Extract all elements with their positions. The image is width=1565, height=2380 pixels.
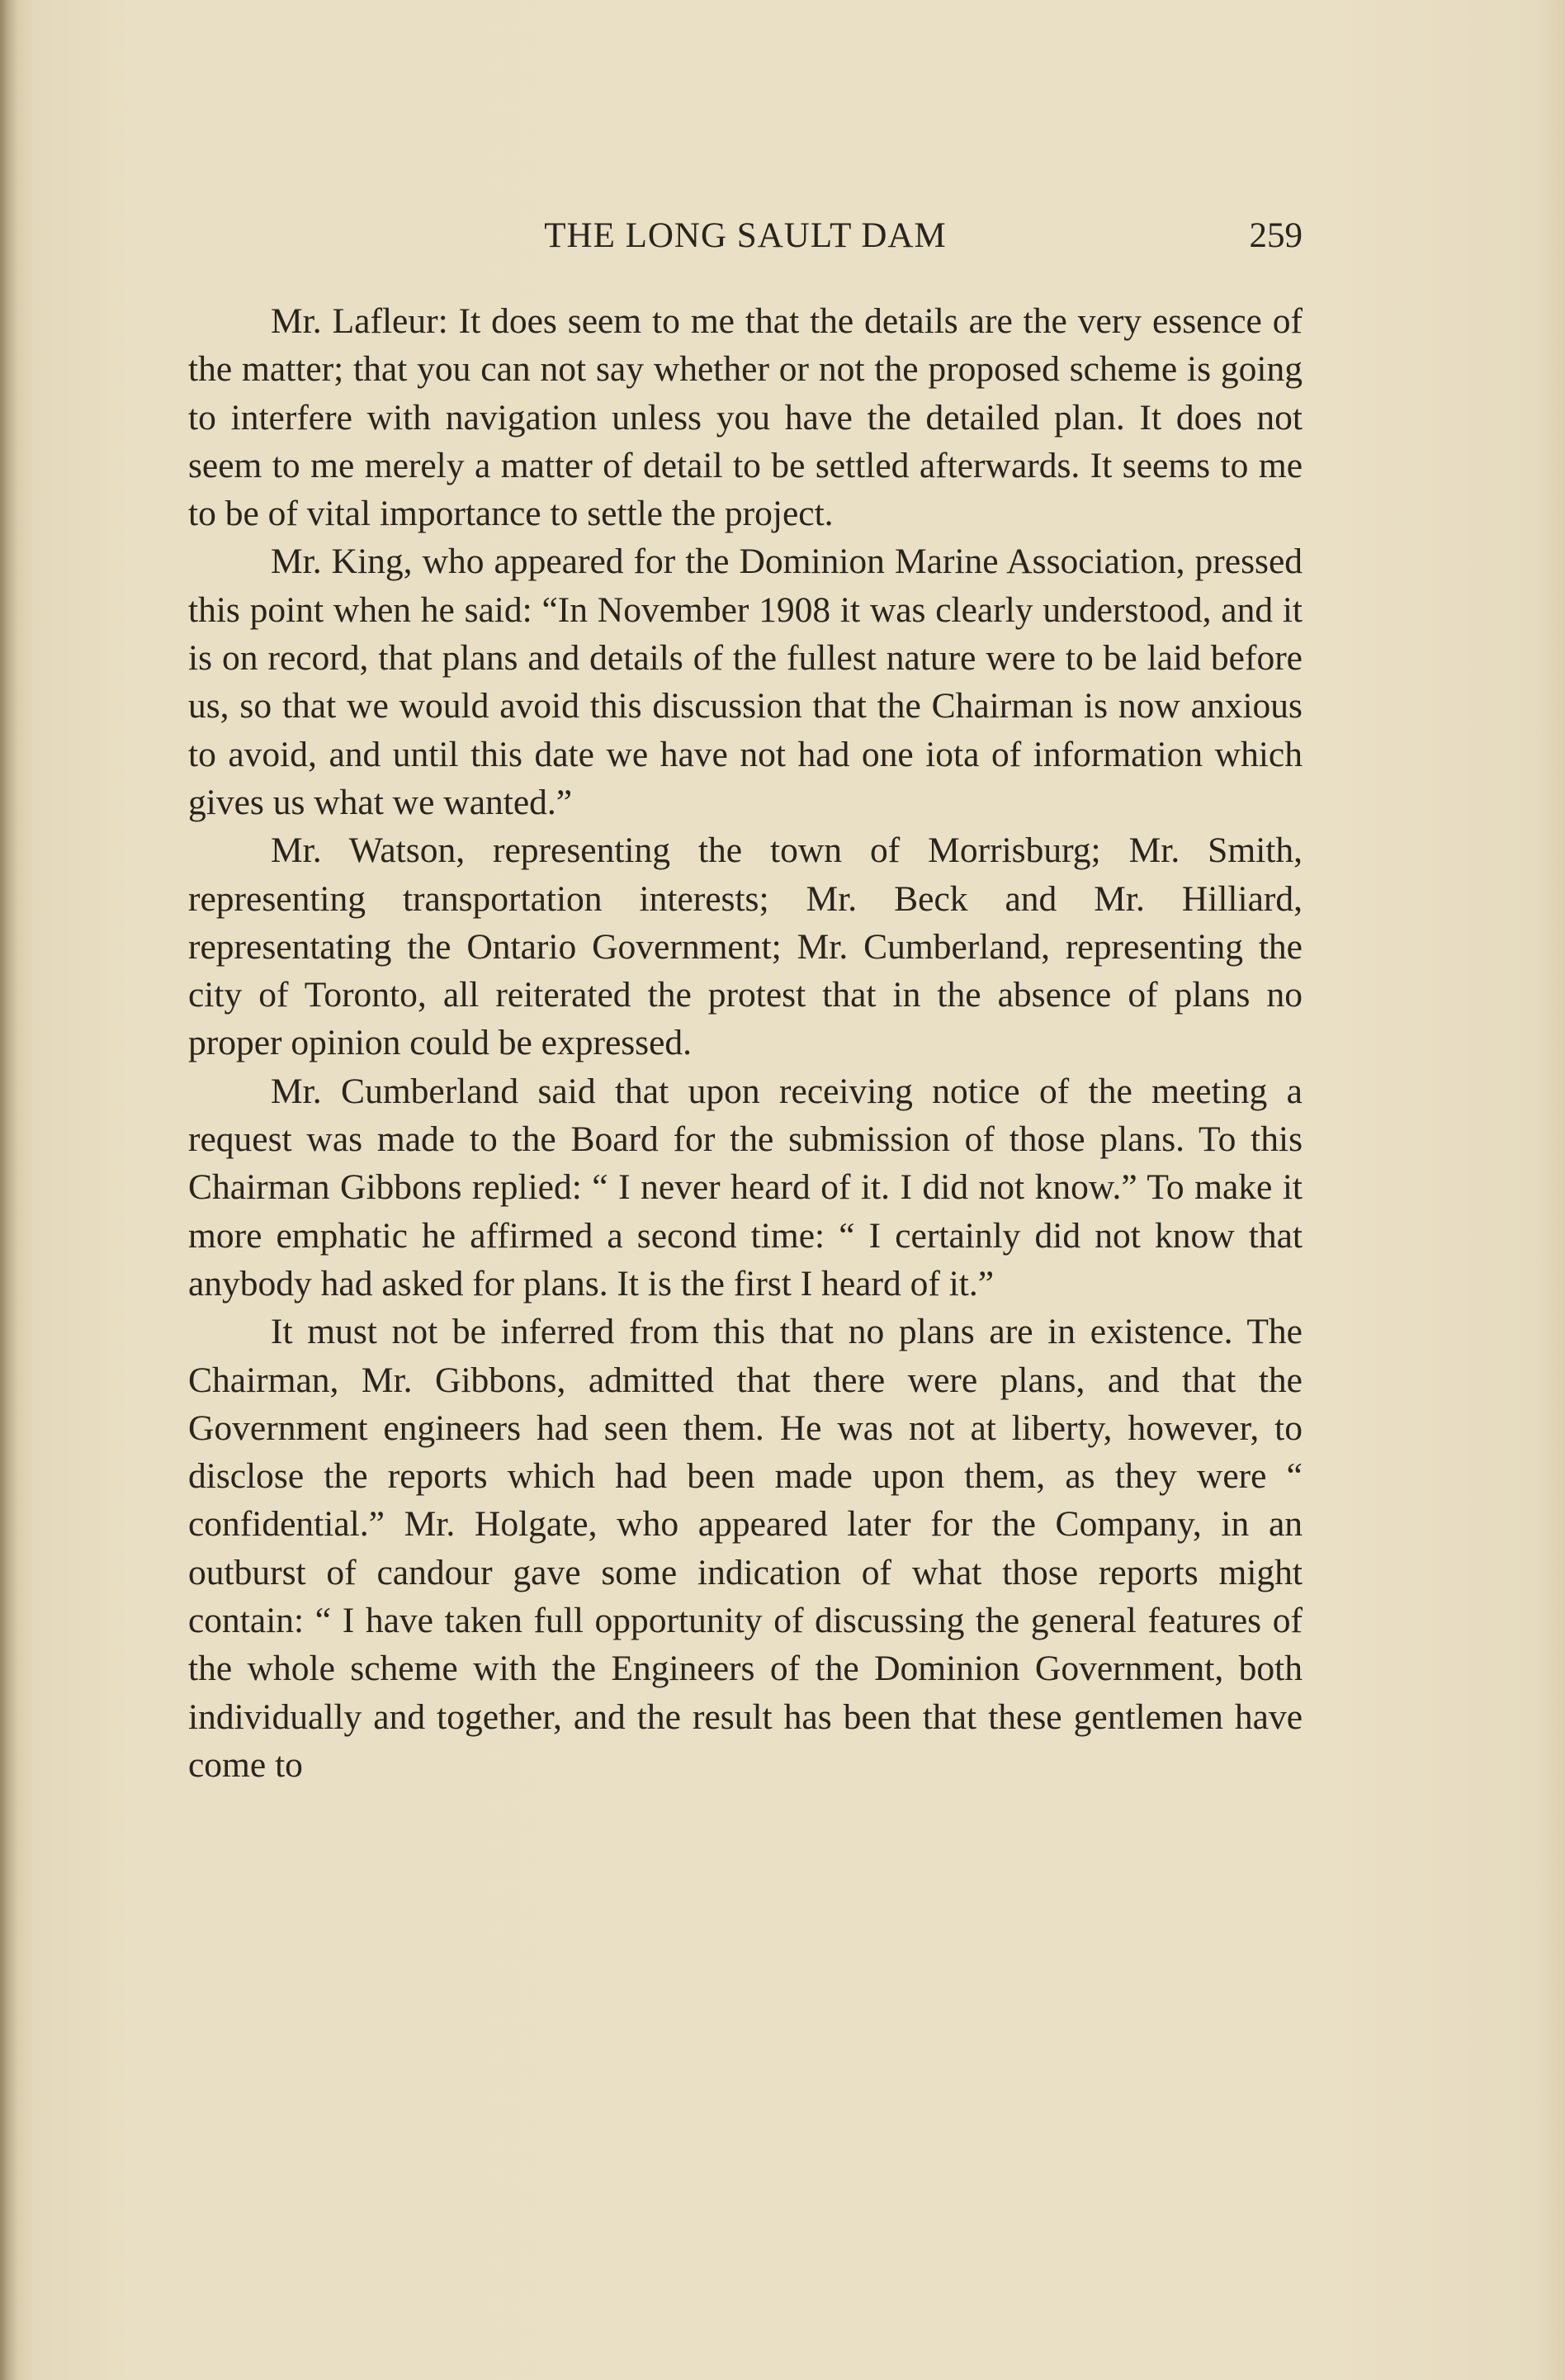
paragraph-plans-existence: It must not be inferred from this that no plans are in existence. The Chairman, Mr. Gibbons, admitted that there were plans, and that the Government engineers had seen them. He was not at liberty, however, to disclose the reports which had been made upon them, as they were “ confidential.” Mr. Holgate, who appeared later for the Company, in an outburst of candour gave some indication of what those reports might contain: “ I have taken full opportunity of discussing the general features of the whole scheme with the Engineers of the Dominion Government, both individually and together, and the result has been that these gentlemen have come to	[188, 1312, 1303, 1785]
body-text	[188, 297, 1303, 1789]
paragraph-watson: Mr. Watson, representing the town of Morrisburg; Mr. Smith, representing transportation interests; Mr. Beck and Mr. Hilliard, representating the Ontario Government; Mr. Cumberland, representing the city of Toronto, all reiterated the protest that in the absence of plans no proper opinion could be expressed.	[188, 830, 1303, 1063]
paragraph-king: Mr. King, who appeared for the Dominion Marine Association, pressed this point when he said: “In November 1908 it was clearly understood, and it is on record, that plans and details of the fullest nature were to be laid before us, so that we would avoid this discussion that the Chairman is now anxious to avoid, and until this date we have not had one iota of information which gives us what we wanted.”	[188, 542, 1303, 822]
page-number: 259	[1249, 216, 1303, 255]
running-head: THE LONG SAULT DAM	[544, 216, 947, 255]
page-header	[188, 211, 1303, 261]
paragraph-cumberland: Mr. Cumberland said that upon receiving notice of the meeting a request was made to the Board for the submission of those plans. To this Chairman Gibbons replied: “ I never heard of it. I did not know.” To make it more emphatic he affirmed a second time: “ I certainly did not know that anybody had asked for plans. It is the first I heard of it.”	[188, 1071, 1303, 1304]
binding-gutter-shadow	[0, 0, 18, 2380]
paragraph-lafleur: Mr. Lafleur: It does seem to me that the details are the very essence of the matter; that you can not say whether or not the proposed scheme is going to interfere with navigation unless you have the detailed plan. It does not seem to me merely a matter of detail to be settled afterwards. It seems to me to be of vital importance to settle the project.	[188, 301, 1303, 534]
